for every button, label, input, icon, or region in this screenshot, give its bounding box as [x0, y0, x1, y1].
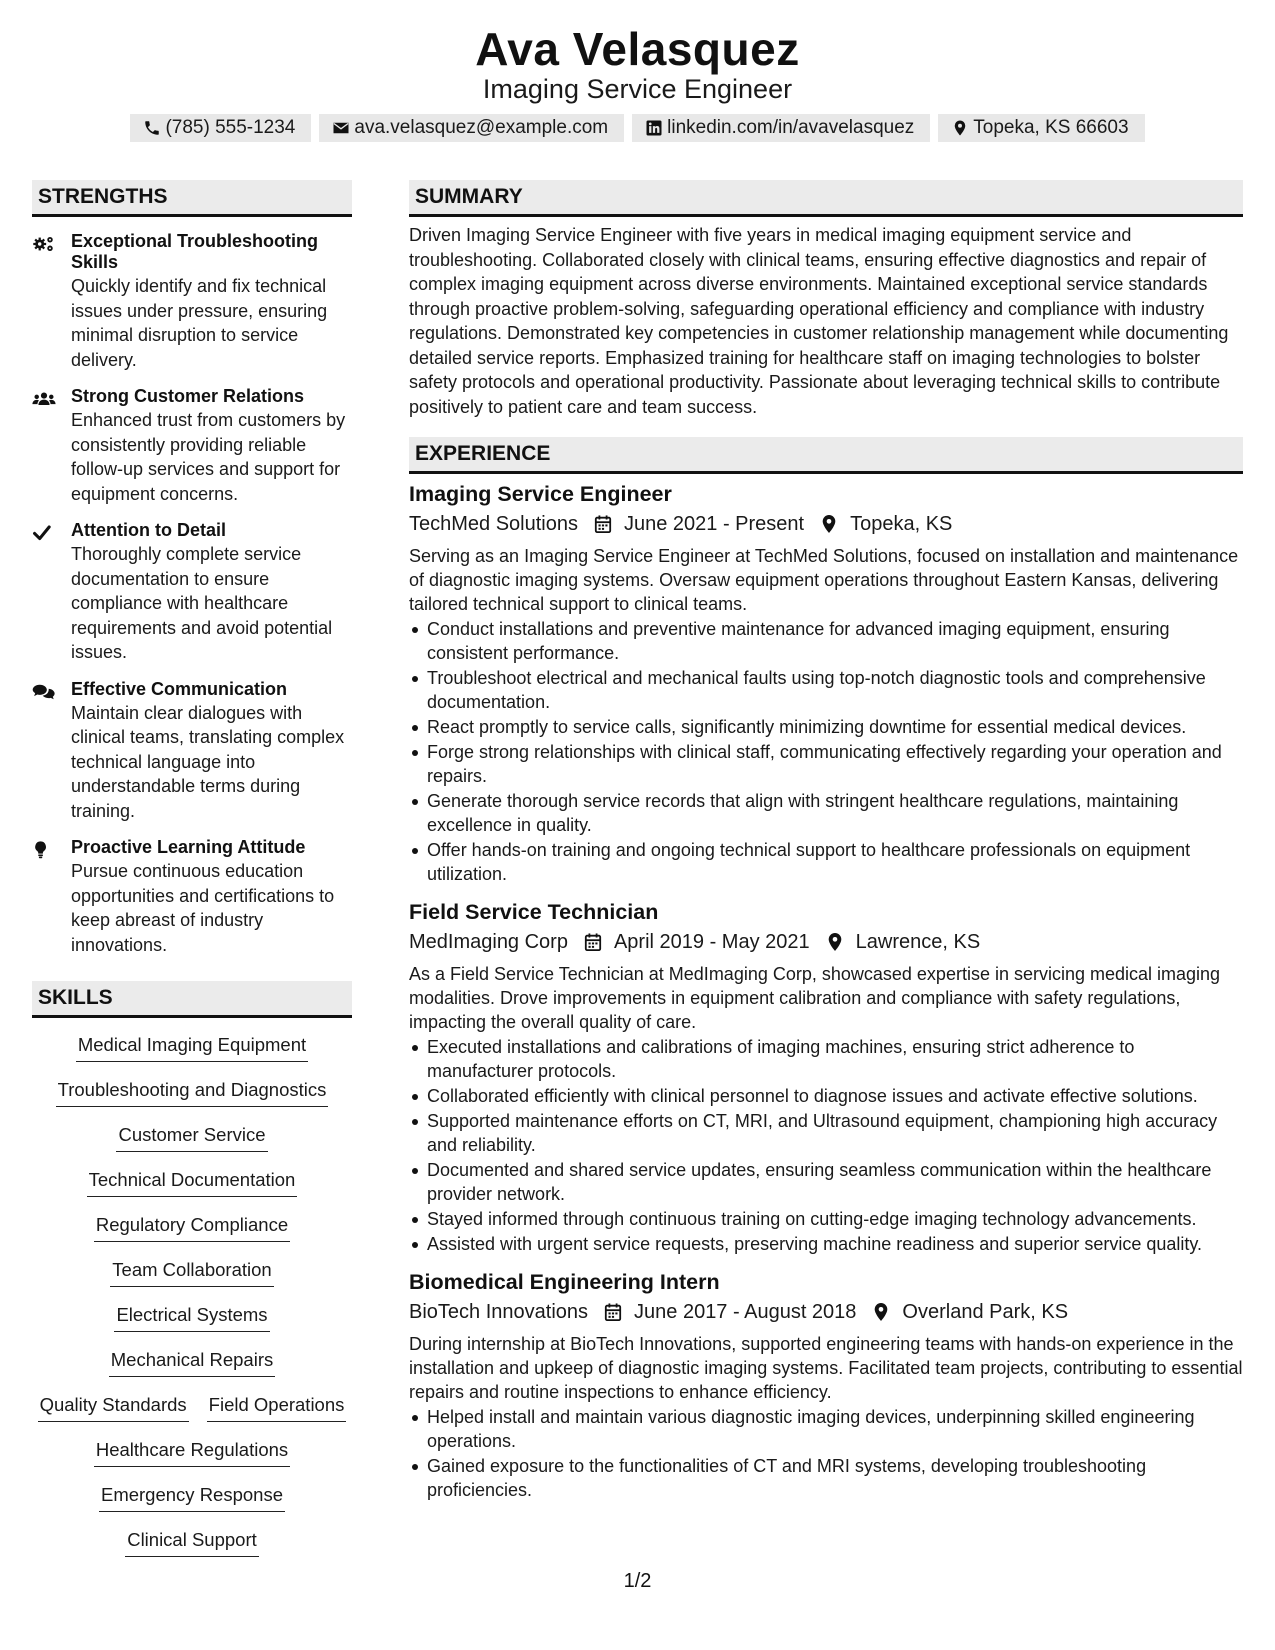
contact-linkedin-text: linkedin.com/in/avavelasquez [667, 117, 915, 138]
job-meta [409, 1298, 1243, 1326]
strength-item [32, 386, 352, 506]
contact-location [938, 114, 1144, 142]
job-dates: April 2019 - May 2021 [613, 931, 810, 953]
experience-list [409, 480, 1243, 1502]
job-bullet: Assisted with urgent service requests, preserving machine readiness and superior service quality. [409, 1232, 1243, 1256]
contact-phone-text: (785) 555-1234 [165, 117, 296, 138]
lightbulb-icon [32, 839, 58, 861]
job-company: BioTech Innovations [409, 1301, 589, 1323]
calendar-icon [582, 931, 604, 953]
contact-email[interactable] [319, 114, 624, 142]
strength-desc: Pursue continuous education opportunities and certifications to keep abreast of industry innovations. [71, 861, 335, 955]
job-title: Field Service Technician [409, 900, 659, 924]
phone-icon [142, 118, 162, 138]
job-bullet: Forge strong relationships with clinical staff, communicating effectively regarding your operation and repairs. [409, 740, 1243, 788]
job-bullet: Offer hands-on training and ongoing technical support to healthcare professionals on equipment utilization. [409, 838, 1243, 886]
job-bullets [409, 617, 1243, 886]
strength-desc: Quickly identify and fix technical issues under pressure, ensuring minimal disruption to service delivery. [71, 276, 328, 370]
skill-tag: Emergency Response [99, 1482, 285, 1512]
left-column [32, 180, 352, 1572]
job-bullets [409, 1405, 1243, 1502]
job-bullet: Supported maintenance efforts on CT, MRI, and Ultrasound equipment, championing high accuracy and reliability. [409, 1109, 1243, 1157]
strengths-heading: STRENGTHS [32, 180, 352, 217]
linkedin-icon [644, 118, 664, 138]
contact-phone[interactable] [130, 114, 311, 142]
skill-tag: Team Collaboration [110, 1257, 273, 1287]
job-company: MedImaging Corp [409, 931, 568, 953]
skill-tag: Medical Imaging Equipment [76, 1032, 308, 1062]
skill-tag: Regulatory Compliance [94, 1212, 290, 1242]
strength-desc: Thoroughly complete service documentation to ensure compliance with healthcare requirements and avoid potential issues. [71, 544, 333, 662]
envelope-icon [331, 118, 351, 138]
job-meta [409, 510, 1243, 538]
job-location: Lawrence, KS [855, 931, 981, 953]
strength-title: Exceptional Troubleshooting Skills [71, 231, 319, 272]
contact-location-text: Topeka, KS 66603 [973, 117, 1129, 138]
job-entry [409, 480, 1243, 886]
job-bullet: Documented and shared service updates, ensuring seamless communication within the healthcare provider network. [409, 1158, 1243, 1206]
job-description: Serving as an Imaging Service Engineer at TechMed Solutions, focused on installation and maintenance of diagnostic imaging systems. Oversaw equipment operations throughout Eastern Kansas, delivering tailored technical support to clinical teams. [409, 546, 1239, 614]
map-pin-icon [870, 1301, 892, 1323]
skill-tag: Clinical Support [125, 1527, 259, 1557]
comments-icon [32, 681, 58, 703]
job-bullets [409, 1035, 1243, 1256]
job-title: Imaging Service Engineer [409, 482, 672, 506]
job-bullet: Conduct installations and preventive maintenance for advanced imaging equipment, ensuring consistent performance. [409, 617, 1243, 665]
experience-heading: EXPERIENCE [409, 437, 1243, 474]
job-bullet: Generate thorough service records that align with stringent healthcare regulations, maintaining excellence in quality. [409, 789, 1243, 837]
skills-list [32, 1032, 352, 1572]
skill-tag: Quality Standards [38, 1392, 189, 1422]
contact-linkedin[interactable] [632, 114, 930, 142]
skills-heading: SKILLS [32, 981, 352, 1018]
users-icon [32, 388, 58, 410]
skill-tag: Mechanical Repairs [109, 1347, 275, 1377]
contact-bar [0, 114, 1275, 142]
strength-desc: Enhanced trust from customers by consistently providing reliable follow-up services and support for equipment concerns. [71, 410, 346, 504]
job-dates: June 2021 - Present [623, 513, 805, 535]
gears-icon [32, 233, 58, 255]
calendar-icon [592, 513, 614, 535]
strength-title: Effective Communication [71, 678, 288, 699]
right-column [409, 180, 1243, 1503]
job-description: As a Field Service Technician at MedImaging Corp, showcased expertise in servicing medical imaging modalities. Drove improvements in equipment calibration and compliance with safety regulations, impacting the overall quality of care. [409, 964, 1221, 1032]
job-entry [409, 898, 1243, 1256]
job-meta [409, 928, 1243, 956]
job-bullet: Collaborated efficiently with clinical personnel to diagnose issues and activate effective solutions. [409, 1084, 1243, 1108]
strength-title: Strong Customer Relations [71, 386, 305, 406]
map-pin-icon [824, 931, 846, 953]
skill-tag: Technical Documentation [87, 1167, 298, 1197]
job-dates: June 2017 - August 2018 [634, 1301, 857, 1323]
map-pin-icon [818, 513, 840, 535]
job-bullet: React promptly to service calls, significantly minimizing downtime for essential medical devices. [409, 715, 1243, 739]
job-location: Topeka, KS [850, 513, 953, 535]
summary-text: Driven Imaging Service Engineer with five years in medical imaging equipment service and troubleshooting. Collaborated closely with clinical teams, ensuring effective diagnostics and repair of complex imaging equipment across diverse environments. Maintained exceptional service standards through proactive problem-solving, safeguarding operational efficiency and compliance with industry regulations. Demonstrated key competencies in customer relationship management while documenting detailed service reports. Emphasized training for healthcare staff on imaging technologies to bolster safety protocols and operational productivity. Passionate about leveraging technical skills to contribute positively to patient care and team success. [409, 225, 1229, 417]
strength-item [32, 231, 352, 372]
page-number: 1/2 [623, 1570, 652, 1592]
map-pin-icon [950, 118, 970, 138]
strength-item [32, 679, 352, 824]
skill-tag: Electrical Systems [114, 1302, 269, 1332]
job-bullet: Troubleshoot electrical and mechanical faults using top-notch diagnostic tools and comprehensive documentation. [409, 666, 1243, 714]
calendar-icon [602, 1301, 624, 1323]
contact-email-text: ava.velasquez@example.com [354, 117, 609, 138]
strength-item [32, 837, 352, 957]
job-bullet: Stayed informed through continuous training on cutting-edge imaging technology advancements. [409, 1207, 1243, 1231]
job-bullet: Helped install and maintain various diagnostic imaging devices, underpinning skilled engineering operations. [409, 1405, 1243, 1453]
checkmark-icon [32, 522, 58, 544]
job-description: During internship at BioTech Innovations, supported engineering teams with hands-on experience in the installation and upkeep of diagnostic imaging systems. Facilitated team projects, contributing to essential repairs and routine inspections to enhance efficiency. [409, 1334, 1243, 1402]
strength-item [32, 520, 352, 665]
job-title: Biomedical Engineering Intern [409, 1270, 720, 1294]
job-bullet: Gained exposure to the functionalities of CT and MRI systems, developing troubleshooting proficiencies. [409, 1454, 1243, 1502]
skill-tag: Healthcare Regulations [94, 1437, 290, 1467]
candidate-name: Ava Velasquez [475, 23, 800, 75]
candidate-title: Imaging Service Engineer [482, 74, 793, 104]
skill-tag: Customer Service [116, 1122, 267, 1152]
job-bullet: Executed installations and calibrations of imaging machines, ensuring strict adherence to manufacturer protocols. [409, 1035, 1243, 1083]
job-company: TechMed Solutions [409, 513, 578, 535]
job-entry [409, 1268, 1243, 1502]
skill-tag: Field Operations [207, 1392, 347, 1422]
job-location: Overland Park, KS [902, 1301, 1069, 1323]
strength-title: Proactive Learning Attitude [71, 837, 306, 857]
summary-heading: SUMMARY [409, 180, 1243, 217]
strength-title: Attention to Detail [71, 520, 226, 540]
strength-desc: Maintain clear dialogues with clinical teams, translating complex technical language into understandable terms during training. [71, 702, 345, 821]
skill-tag: Troubleshooting and Diagnostics [56, 1077, 329, 1107]
